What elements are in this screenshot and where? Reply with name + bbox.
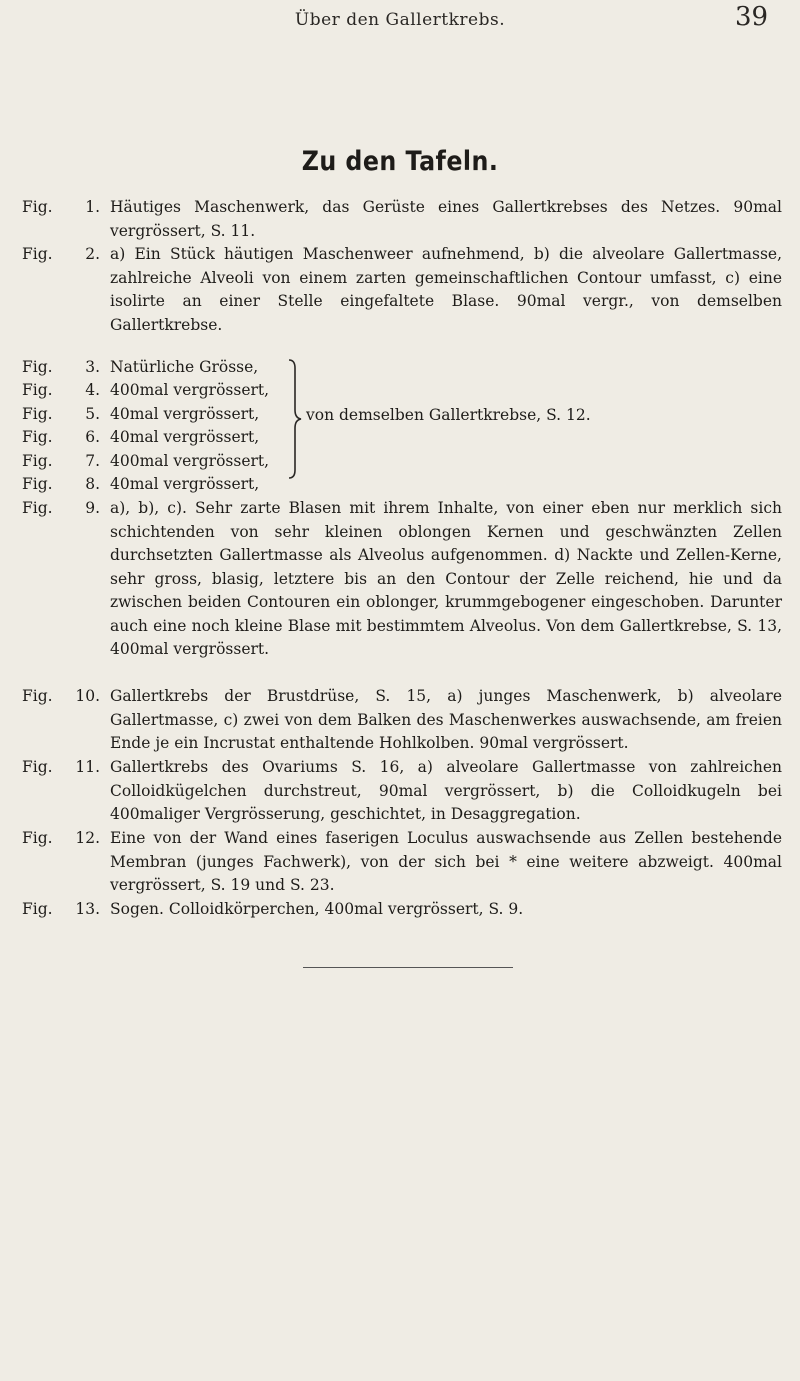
fig-label: Fig.: [22, 405, 53, 423]
fig-label: Fig.: [22, 499, 53, 517]
fig-text: 400mal vergrössert,: [110, 381, 270, 399]
fig-label: Fig.: [22, 687, 53, 705]
fig-number: 12.: [75, 829, 100, 847]
fig-number: 8.: [85, 475, 100, 493]
page-number: 39: [735, 2, 769, 32]
fig-text: Natürliche Grösse,: [110, 358, 259, 376]
section-title: Zu den Tafeln.: [301, 146, 499, 177]
fig-label: Fig.: [22, 829, 53, 847]
fig-label: Fig.: [22, 428, 53, 446]
fig-label: Fig.: [22, 758, 53, 776]
fig-number: 2.: [85, 245, 100, 263]
fig-text: Gallertkrebs des Ovariums S. 16, a) alveolare Gallertmasse von zahlreichen Colloidkügelchen durchstreut, 90mal vergrössert, b) die Colloidkugeln bei 400maliger Vergrösserung, geschichtet, in Desaggregation.: [110, 758, 782, 823]
fig-label: Fig.: [22, 358, 53, 376]
fig-number: 5.: [85, 405, 100, 423]
fig-text: a), b), c). Sehr zarte Blasen mit ihrem Inhalte, von einer eben nur merklich sich schichtenden von sehr kleinen oblongen Kernen und geschwänzten Zellen durchsetzten Gallertmasse als Alveolus aufgenommen. d) Nackte und Zellen-Kerne, sehr gross, blasig, letztere bis an den Contour der Zelle reichend, hie und da zwischen beiden Contouren ein oblonger, krummgebogener eingeschoben. Darunter auch eine noch kleine Blase mit bestimmtem Alveolus. Von dem Gallertkrebse, S. 13, 400mal vergrössert.: [110, 499, 782, 658]
fig-text: Sogen. Colloidkörperchen, 400mal vergrössert, S. 9.: [110, 900, 524, 918]
fig-number: 1.: [85, 198, 100, 216]
fig-text: Gallertkrebs der Brustdrüse, S. 15, a) junges Maschenwerk, b) alveolare Gallertmasse, c) zwei von dem Balken des Maschenwerkes auswachsende, am freien Ende je ein Incrustat enthaltende Hohlkolben. 90mal vergrössert.: [110, 687, 782, 752]
fig-label: Fig.: [22, 198, 53, 216]
fig-text: 40mal vergrössert,: [110, 428, 260, 446]
fig-number: 13.: [75, 900, 100, 918]
fig-number: 3.: [85, 358, 100, 376]
fig-label: Fig.: [22, 381, 53, 399]
fig-label: Fig.: [22, 452, 53, 470]
fig-text: 40mal vergrössert,: [110, 475, 260, 493]
fig-number: 11.: [75, 758, 100, 776]
fig-number: 10.: [75, 687, 100, 705]
fig-text: 400mal vergrössert,: [110, 452, 270, 470]
fig-label: Fig.: [22, 475, 53, 493]
divider-rule: [303, 967, 513, 968]
fig-text: Eine von der Wand eines faserigen Loculus auswachsende aus Zellen bestehende Membran (junges Fachwerk), von der sich bei * eine weitere abzweigt. 400mal vergrössert, S. 19 und S. 23.: [110, 829, 782, 894]
curly-brace-icon: [286, 358, 302, 480]
fig-number: 9.: [85, 499, 100, 517]
running-title: Über den Gallertkrebs.: [294, 10, 506, 30]
fig-number: 7.: [85, 452, 100, 470]
fig-number: 4.: [85, 381, 100, 399]
fig-number: 6.: [85, 428, 100, 446]
fig-label: Fig.: [22, 245, 53, 263]
fig-label: Fig.: [22, 900, 53, 918]
fig-text: Häutiges Maschenwerk, das Gerüste eines Gallertkrebses des Netzes. 90mal vergrössert, S. 11.: [110, 198, 782, 240]
brace-note: von demselben Gallertkrebse, S. 12.: [306, 406, 591, 424]
fig-text: a) Ein Stück häutigen Maschenweer aufnehmend, b) die alveolare Gallertmasse, zahlreiche Alveoli von einem zarten gemeinschaftlichen Contour umfasst, c) eine isolirte an einer Stelle eingefaltete Blase. 90mal vergr., von demselben Gallertkrebse.: [110, 245, 782, 334]
fig-text: 40mal vergrössert,: [110, 405, 260, 423]
